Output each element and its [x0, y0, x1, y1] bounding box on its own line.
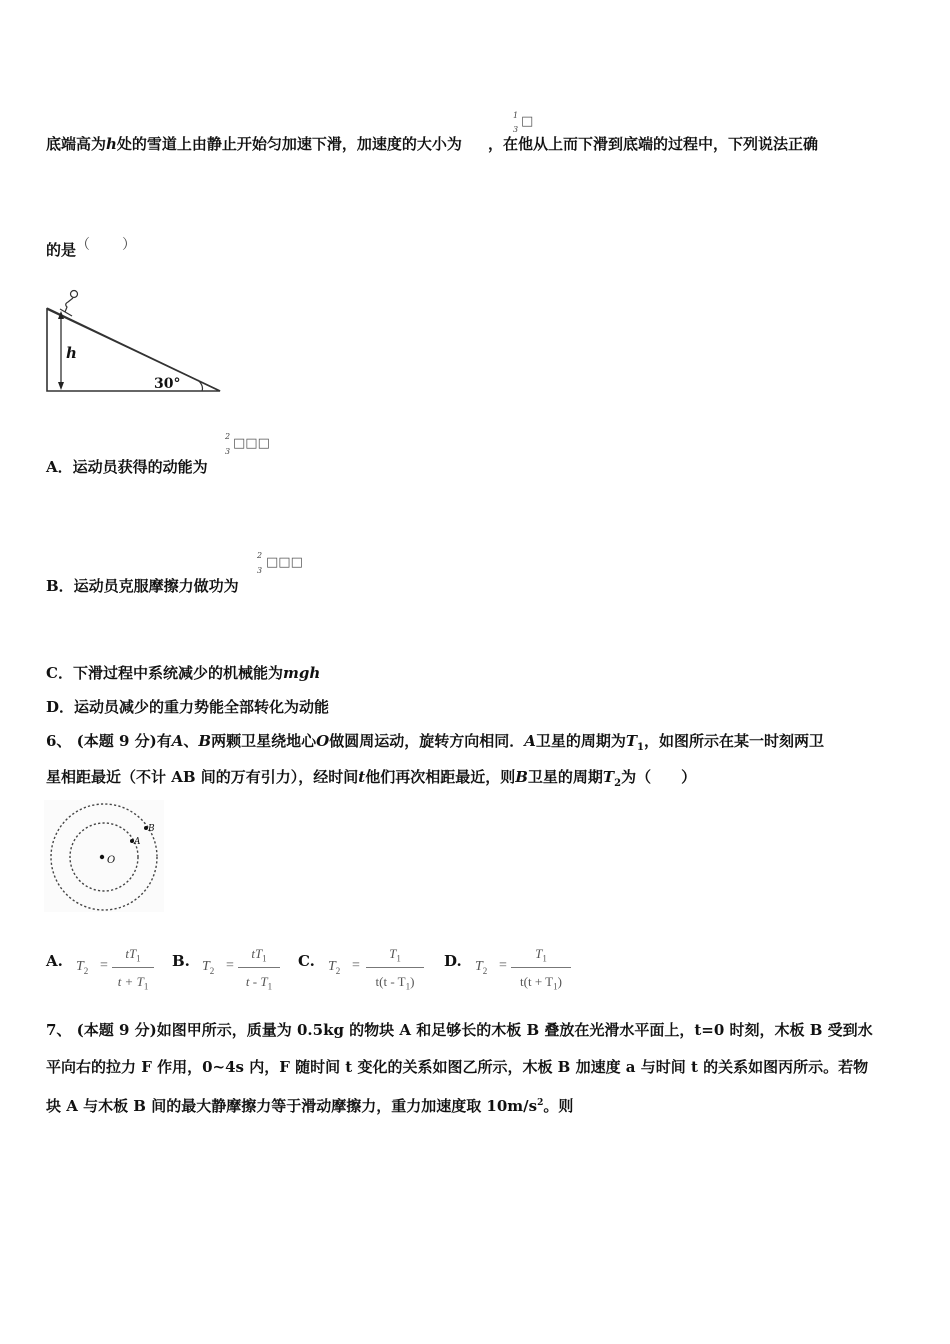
height-label: h — [66, 344, 77, 362]
q6-var-a: A — [171, 732, 184, 750]
q6-text: 卫星的周期 — [527, 768, 603, 786]
height-arrow-down-icon — [58, 382, 64, 390]
formula-numerator-sub: 1 — [262, 953, 267, 964]
formula-numerator: tT — [251, 946, 263, 961]
q6-text: 他们再次相距最近，则 — [365, 768, 516, 786]
q6-option-d-formula — [475, 944, 575, 996]
q6-score: (本题 9 分) — [76, 732, 157, 750]
q6-stem-line2 — [46, 767, 904, 787]
formula-fraction-bar — [112, 967, 154, 968]
formula-fraction-bar — [511, 967, 571, 968]
q7-stem-line1 — [46, 1020, 904, 1040]
q6-text: 两颗卫星绕地心 — [211, 732, 317, 750]
formula-denominator-sub: 1 — [553, 981, 558, 992]
q6-var-t1: T — [625, 732, 638, 750]
q5-text: 底端高为 — [46, 135, 107, 153]
q6-option-c-formula — [328, 944, 428, 996]
earth-center-dot — [100, 855, 104, 859]
q5-option-b-numerator: 2 — [257, 551, 263, 560]
label-o: O — [107, 855, 116, 866]
q6-text: 有 — [156, 732, 172, 750]
q5-paren-left: （ — [76, 237, 90, 253]
label-a: A — [134, 837, 141, 847]
q7-text: 。则 — [543, 1097, 574, 1115]
q5-option-b-denominator: 3 — [257, 566, 263, 575]
formula-fraction-bar — [238, 967, 280, 968]
q5-accel-numerator: 1 — [513, 111, 519, 120]
q6-stem-line1 — [46, 731, 904, 751]
q6-var-t2-sub: 2 — [614, 778, 622, 789]
q6-option-b-letter: B. — [172, 952, 190, 970]
formula-denominator: t(t + T — [520, 974, 554, 989]
formula-lhs-sub: 2 — [482, 965, 488, 976]
q7-score: (本题 9 分) — [76, 1021, 157, 1039]
q5-text: ，在他从上而下滑到底端的过程中，下列说法正确 — [487, 135, 818, 153]
q6-number: 6、 — [46, 732, 72, 750]
q5-option-c-text: C．下滑过程中系统减少的机械能为 — [46, 664, 283, 682]
angle-label: 30° — [154, 376, 181, 392]
label-b: B — [148, 824, 155, 834]
q5-option-a — [46, 457, 904, 477]
q7-text: 如图甲所示，质量为 0.5kg 的物块 A 和足够长的木板 B 叠放在光滑水平面上，t=0 时刻，木板 B 受到水 — [156, 1021, 873, 1039]
q6-text: ，如图所示在某一时刻两卫 — [644, 732, 825, 750]
q6-var-a: A — [524, 732, 536, 750]
formula-denominator-sub: 1 — [267, 981, 273, 992]
q6-text: 做圆周运动，旋转方向相同． — [329, 732, 525, 750]
formula-denominator: t + T — [117, 974, 144, 989]
formula-denominator-sub: 1 — [405, 981, 411, 992]
formula-denominator-sub: 1 — [143, 981, 149, 992]
q7-text: 块 A 与木板 B 间的最大静摩擦力等于滑动摩擦力，重力加速度取 10m/s — [46, 1097, 538, 1115]
q5-paren-right: ） — [122, 237, 136, 253]
q6-text: 星相距最近（不计 AB 间的万有引力），经时间 — [46, 768, 359, 786]
formula-lhs: T — [328, 959, 336, 974]
q5-text: 的是 — [46, 241, 77, 259]
q6-text: 、 — [183, 732, 199, 750]
q6-var-t1-sub: 1 — [637, 742, 645, 753]
q5-option-a-numerator: 2 — [225, 432, 231, 441]
q5-accel-denominator: 3 — [513, 125, 519, 134]
q5-option-d — [46, 697, 904, 717]
q5-option-b — [46, 576, 904, 596]
formula-eq: = — [499, 958, 507, 973]
formula-numerator: tT — [125, 946, 137, 961]
formula-numerator-sub: 1 — [542, 953, 547, 964]
formula-denominator-tail: ) — [557, 974, 562, 989]
q6-option-a-letter: A. — [46, 952, 63, 970]
formula-lhs: T — [76, 959, 84, 974]
formula-lhs: T — [475, 959, 483, 974]
q7-stem-line2 — [46, 1057, 904, 1077]
q6-var-b: B — [515, 768, 528, 786]
q5-option-c — [46, 663, 904, 683]
q7-text: 平向右的拉力 F 作用，0~4s 内，F 随时间 t 变化的关系如图乙所示，木板 B 加速度 a 与时间 t 的关系如图丙所示。若物 — [46, 1058, 869, 1076]
q5-option-d-text: D．运动员减少的重力势能全部转化为动能 — [46, 698, 330, 716]
formula-denominator: t(t - T — [375, 974, 406, 989]
formula-lhs-sub: 2 — [209, 965, 215, 976]
q5-text: 处的雪道上由静止开始匀加速下滑，加速度的大小为 — [116, 135, 462, 153]
formula-fraction-bar — [366, 967, 424, 968]
formula-lhs-sub: 2 — [335, 965, 341, 976]
skier-icon — [60, 291, 78, 317]
q6-option-c-letter: C. — [298, 952, 315, 970]
q6-var-t2: T — [602, 768, 615, 786]
formula-numerator: T — [389, 946, 397, 961]
q5-option-a-text: A．运动员获得的动能为 — [46, 458, 208, 476]
q5-stem-line2 — [46, 240, 904, 260]
q5-option-b-text: B．运动员克服摩擦力做功为 — [46, 577, 239, 595]
formula-lhs: T — [202, 959, 210, 974]
q5-accel-placeholder-glyph: □ — [521, 114, 534, 129]
q6-text: 为（ ） — [621, 768, 697, 786]
incline-figure — [40, 282, 230, 400]
q6-option-b-formula — [202, 944, 282, 996]
formula-eq: = — [352, 958, 360, 973]
formula-numerator: T — [535, 946, 543, 961]
q5-option-b-placeholder-glyphs: □□□ — [266, 555, 303, 570]
formula-numerator-sub: 1 — [136, 953, 141, 964]
q6-text: 卫星的周期为 — [535, 732, 626, 750]
q5-h-var: h — [106, 135, 117, 153]
q6-var-o: O — [316, 732, 330, 750]
q6-option-d-letter: D. — [444, 952, 462, 970]
formula-numerator-sub: 1 — [396, 953, 401, 964]
formula-lhs-sub: 2 — [83, 965, 89, 976]
formula-denominator-tail: ) — [410, 974, 415, 989]
q6-option-a-formula — [76, 944, 156, 996]
q7-number: 7、 — [46, 1021, 72, 1039]
formula-eq: = — [226, 958, 234, 973]
formula-denominator: t - T — [245, 974, 268, 989]
q5-option-a-placeholder-glyphs: □□□ — [233, 436, 270, 451]
q7-sup: 2 — [537, 1098, 544, 1108]
orbit-figure — [44, 800, 164, 912]
q5-option-a-denominator: 3 — [225, 447, 231, 456]
q6-var-t: t — [358, 768, 366, 786]
q7-stem-line3 — [46, 1096, 904, 1116]
formula-eq: = — [100, 958, 108, 973]
q5-option-c-math: mgh — [282, 664, 321, 682]
q6-var-b: B — [198, 732, 212, 750]
q5-stem-line1 — [46, 134, 904, 154]
